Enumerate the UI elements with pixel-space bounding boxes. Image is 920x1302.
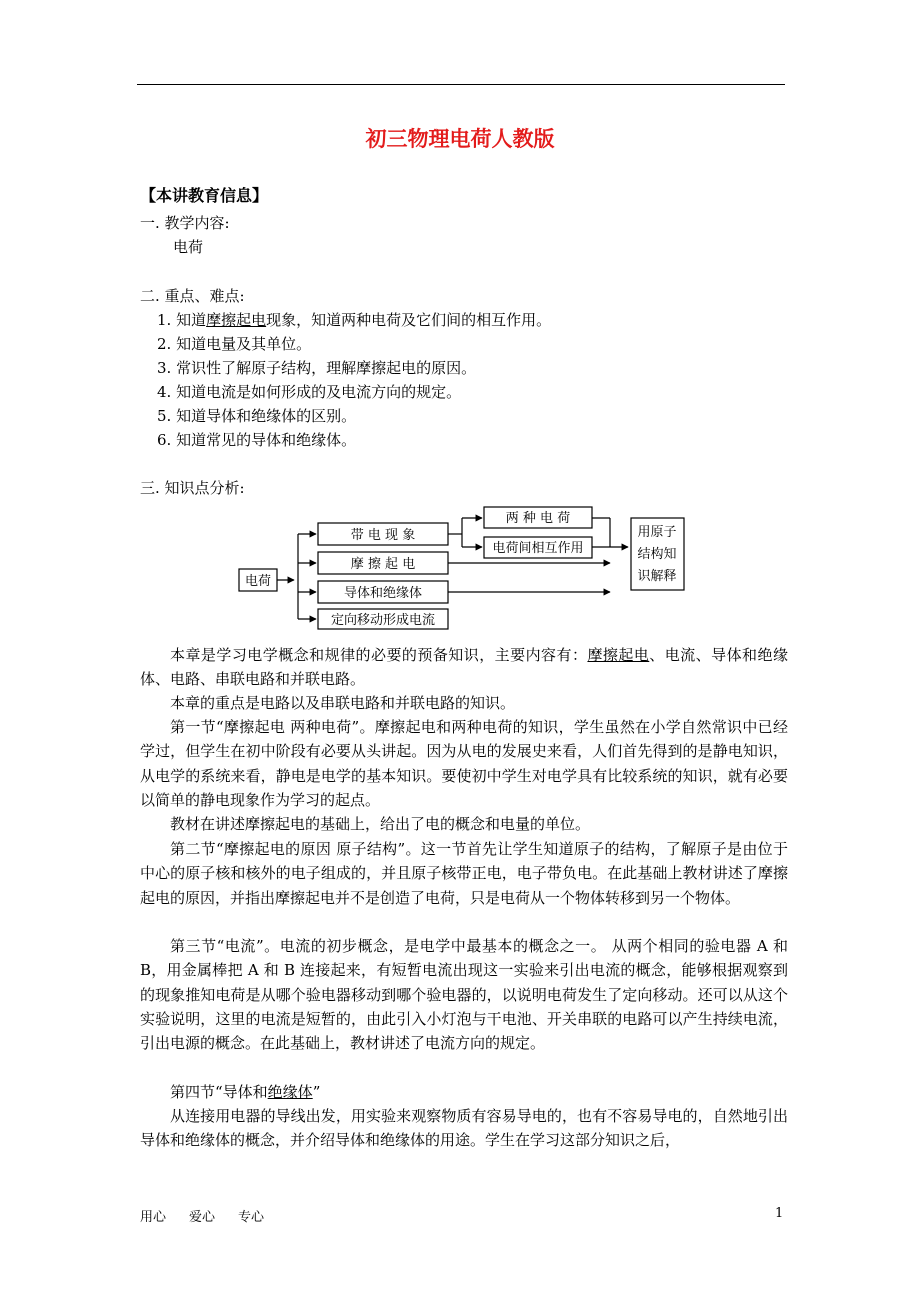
keypoints-heading: 二. 重点、难点: xyxy=(140,287,245,305)
keypoint-1-num: 1. xyxy=(157,311,172,329)
paragraph-8: 从连接用电器的导线出发，用实验来观察物质有容易导电的，也有不容易导电的，自然地引出导体和绝缘体的概念，并介绍导体和绝缘体的用途。学生在学习这部分知识之后， xyxy=(140,1107,788,1150)
diagram-label-4: 定向移动形成电流 xyxy=(330,613,436,628)
keypoint-2: 2. 知道电量及其单位。 xyxy=(157,335,312,353)
paragraph-1-pre: 本章是学习电学概念和规律的必要的预备知识，主要内容有： xyxy=(170,646,588,664)
diagram-label-3: 导体和绝缘体 xyxy=(343,586,423,601)
footer-left-3: 专心 xyxy=(238,1210,265,1225)
diagram-right-label-1: 用原子 xyxy=(637,525,677,540)
keypoint-1-underlined: 摩擦起电 xyxy=(206,311,267,329)
content-heading: 一. 教学内容: xyxy=(140,214,230,232)
keypoint-3: 3. 常识性了解原子结构，理解摩擦起电的原因。 xyxy=(157,359,477,377)
paragraph-7-post: ” xyxy=(312,1083,321,1101)
paragraph-2: 本章的重点是电路以及串联电路和并联电路的知识。 xyxy=(170,694,516,712)
keypoint-6: 6. 知道常见的导体和绝缘体。 xyxy=(157,431,357,449)
paragraph-7-underlined: 绝缘体 xyxy=(267,1083,313,1101)
content-item: 电荷 xyxy=(173,238,204,256)
keypoint-1-pre: 知道 xyxy=(176,311,207,329)
section-header: 【本讲教育信息】 xyxy=(140,186,269,205)
analysis-heading: 三. 知识点分析: xyxy=(140,479,245,497)
header-rule xyxy=(137,84,785,85)
diagram-right-label-2: 结构知 xyxy=(637,547,677,562)
paragraph-1-post: 、电流、导体和绝缘体、电路、串联电路和并联电路。 xyxy=(140,646,788,689)
keypoint-4: 4. 知道电流是如何形成的及电流方向的规定。 xyxy=(157,383,462,401)
diagram-sub-label-2: 电荷间相互作用 xyxy=(492,541,584,556)
paragraph-5: 第二节“摩擦起电的原因 原子结构”。这一节首先让学生知道原子的结构，了解原子是由位于中心的原子核和核外的电子组成的，并且原子核带正电，电子带负电。在此基础上教材讲述了摩擦起电的原因，并指出摩擦起电并不是创造了电荷，只是电荷从一个物体转移到另一个物体。 xyxy=(140,840,788,907)
paragraph-1 xyxy=(140,643,788,692)
paragraph-7-pre: 第四节“导体和 xyxy=(170,1083,268,1101)
knowledge-diagram xyxy=(236,504,686,634)
paragraph-7 xyxy=(140,1080,788,1104)
diagram-root-label: 电荷 xyxy=(244,574,272,589)
page-title: 初三物理电荷人教版 xyxy=(365,127,555,151)
diagram-label-2: 摩 擦 起 电 xyxy=(350,557,416,572)
paragraph-4: 教材在讲述摩擦起电的基础上，给出了电的概念和电量的单位。 xyxy=(170,815,591,833)
footer-left-1: 用心 xyxy=(140,1210,167,1225)
paragraph-1-underlined: 摩擦起电 xyxy=(587,646,650,664)
diagram-label-1: 带 电 现 象 xyxy=(350,528,416,543)
keypoint-1 xyxy=(157,310,551,330)
keypoint-1-post: 现象，知道两种电荷及它们间的相互作用。 xyxy=(266,311,552,329)
footer-left-2: 爱心 xyxy=(189,1210,216,1225)
page-number: 1 xyxy=(775,1206,784,1221)
diagram-sub-label-1: 两 种 电 荷 xyxy=(505,511,571,526)
paragraph-3: 第一节“摩擦起电 两种电荷”。摩擦起电和两种电荷的知识，学生虽然在小学自然常识中已经学过，但学生在初中阶段有必要从头讲起。因为从电的发展史来看，人们首先得到的是静电知识，从电学的系统来看，静电是电学的基本知识。要使初中学生对电学具有比较系统的知识，就有必要以简单的静电现象作为学习的起点。 xyxy=(140,718,788,809)
keypoint-5: 5. 知道导体和绝缘体的区别。 xyxy=(157,407,357,425)
diagram-right-label-3: 识解释 xyxy=(637,569,677,584)
paragraph-6: 第三节“电流”。电流的初步概念，是电学中最基本的概念之一。 从两个相同的验电器 A 和 B，用金属棒把 A 和 B 连接起来，有短暂电流出现这一实验来引出电流的概念，能够根据观察到的现象推知电荷是从哪个验电器移动到哪个验电器的，以说明电荷发生了定向移动。还可以从这个实验说明，这里的电流是短暂的，由此引入小灯泡与干电池、开关串联的电路可以产生持续电流，引出电源的概念。在此基础上，教材讲述了电流方向的规定。 xyxy=(140,937,788,1053)
